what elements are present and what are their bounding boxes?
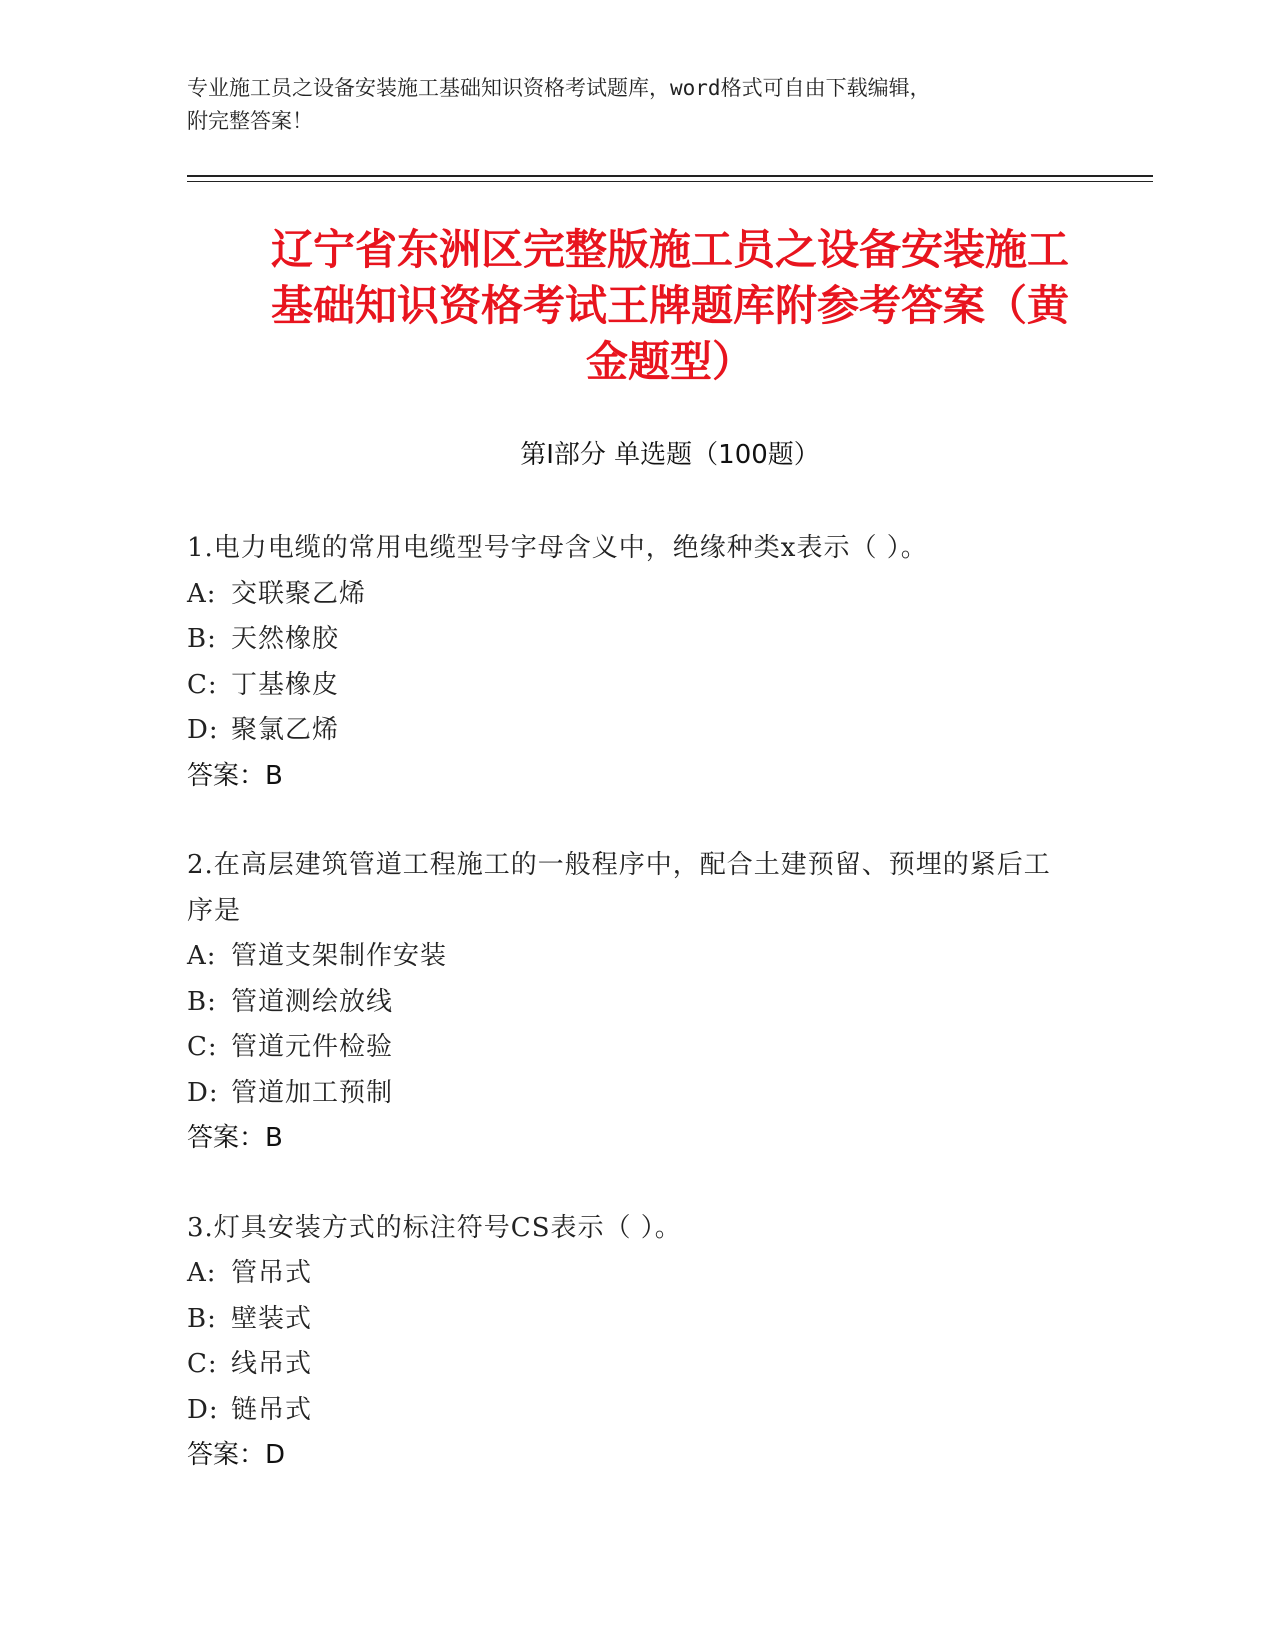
option-a bbox=[187, 1251, 1067, 1297]
answer-value: B bbox=[265, 760, 283, 791]
option-letter: B: bbox=[187, 1303, 217, 1334]
option-text: 聚氯乙烯 bbox=[231, 715, 340, 745]
answer-line bbox=[187, 1116, 1067, 1162]
option-d bbox=[187, 1071, 1067, 1117]
question-list bbox=[187, 526, 1067, 1523]
answer-line bbox=[187, 754, 1067, 800]
document-title: 辽宁省东洲区完整版施工员之设备安装施工基础知识资格考试王牌题库附参考答案（黄金题型） bbox=[270, 225, 1069, 386]
header-divider-thin bbox=[187, 181, 1153, 182]
question-3 bbox=[187, 1206, 1067, 1479]
option-text: 管道元件检验 bbox=[231, 1032, 394, 1062]
header-note bbox=[187, 72, 1087, 138]
option-letter: D: bbox=[187, 1077, 219, 1108]
option-a bbox=[187, 572, 1067, 618]
option-text: 线吊式 bbox=[231, 1349, 313, 1379]
option-letter: B: bbox=[187, 986, 217, 1017]
question-2 bbox=[187, 843, 1067, 1162]
option-text: 交联聚乙烯 bbox=[231, 578, 367, 609]
option-d bbox=[187, 1388, 1067, 1434]
option-a bbox=[187, 934, 1067, 980]
option-text: 管吊式 bbox=[231, 1258, 313, 1288]
section-heading: 第Ⅰ部分 单选题（100题） bbox=[520, 440, 820, 470]
header-divider-thick bbox=[187, 175, 1153, 177]
option-b bbox=[187, 1297, 1067, 1343]
question-stem: 2.在高层建筑管道工程施工的一般程序中，配合土建预留、预埋的紧后工序是 bbox=[187, 850, 1051, 926]
option-c bbox=[187, 663, 1067, 709]
option-text: 丁基橡皮 bbox=[231, 669, 340, 700]
question-stem: 1.电力电缆的常用电缆型号字母含义中，绝缘种类x表示（ ）。 bbox=[187, 533, 928, 563]
option-text: 壁装式 bbox=[231, 1303, 313, 1334]
answer-value: D bbox=[265, 1440, 286, 1470]
option-c bbox=[187, 1025, 1067, 1071]
option-letter: D: bbox=[187, 715, 219, 745]
option-text: 管道加工预制 bbox=[231, 1077, 394, 1108]
option-b bbox=[187, 980, 1067, 1026]
option-text: 管道测绘放线 bbox=[231, 986, 394, 1017]
option-text: 天然橡胶 bbox=[231, 624, 340, 654]
option-b bbox=[187, 617, 1067, 663]
option-letter: D: bbox=[187, 1394, 219, 1425]
option-letter: A: bbox=[187, 1258, 217, 1288]
option-letter: C: bbox=[187, 1349, 218, 1379]
header-note-line-2: 附完整答案！ bbox=[187, 109, 313, 133]
option-letter: A: bbox=[187, 941, 217, 971]
question-stem: 3.灯具安装方式的标注符号CS表示（ ）。 bbox=[187, 1212, 682, 1243]
header-note-line-1: 专业施工员之设备安装施工基础知识资格考试题库，word格式可自由下载编辑， bbox=[187, 76, 931, 100]
option-text: 链吊式 bbox=[231, 1394, 313, 1425]
answer-value: B bbox=[265, 1123, 283, 1153]
question-1 bbox=[187, 526, 1067, 799]
answer-label: 答案： bbox=[187, 1440, 266, 1470]
option-letter: C: bbox=[187, 1032, 218, 1062]
option-text: 管道支架制作安装 bbox=[231, 941, 448, 971]
answer-label: 答案： bbox=[187, 760, 266, 791]
option-c bbox=[187, 1342, 1067, 1388]
option-d bbox=[187, 708, 1067, 754]
answer-line bbox=[187, 1433, 1067, 1479]
option-letter: A: bbox=[187, 578, 217, 609]
answer-label: 答案： bbox=[187, 1123, 266, 1153]
option-letter: C: bbox=[187, 669, 218, 700]
option-letter: B: bbox=[187, 624, 217, 654]
